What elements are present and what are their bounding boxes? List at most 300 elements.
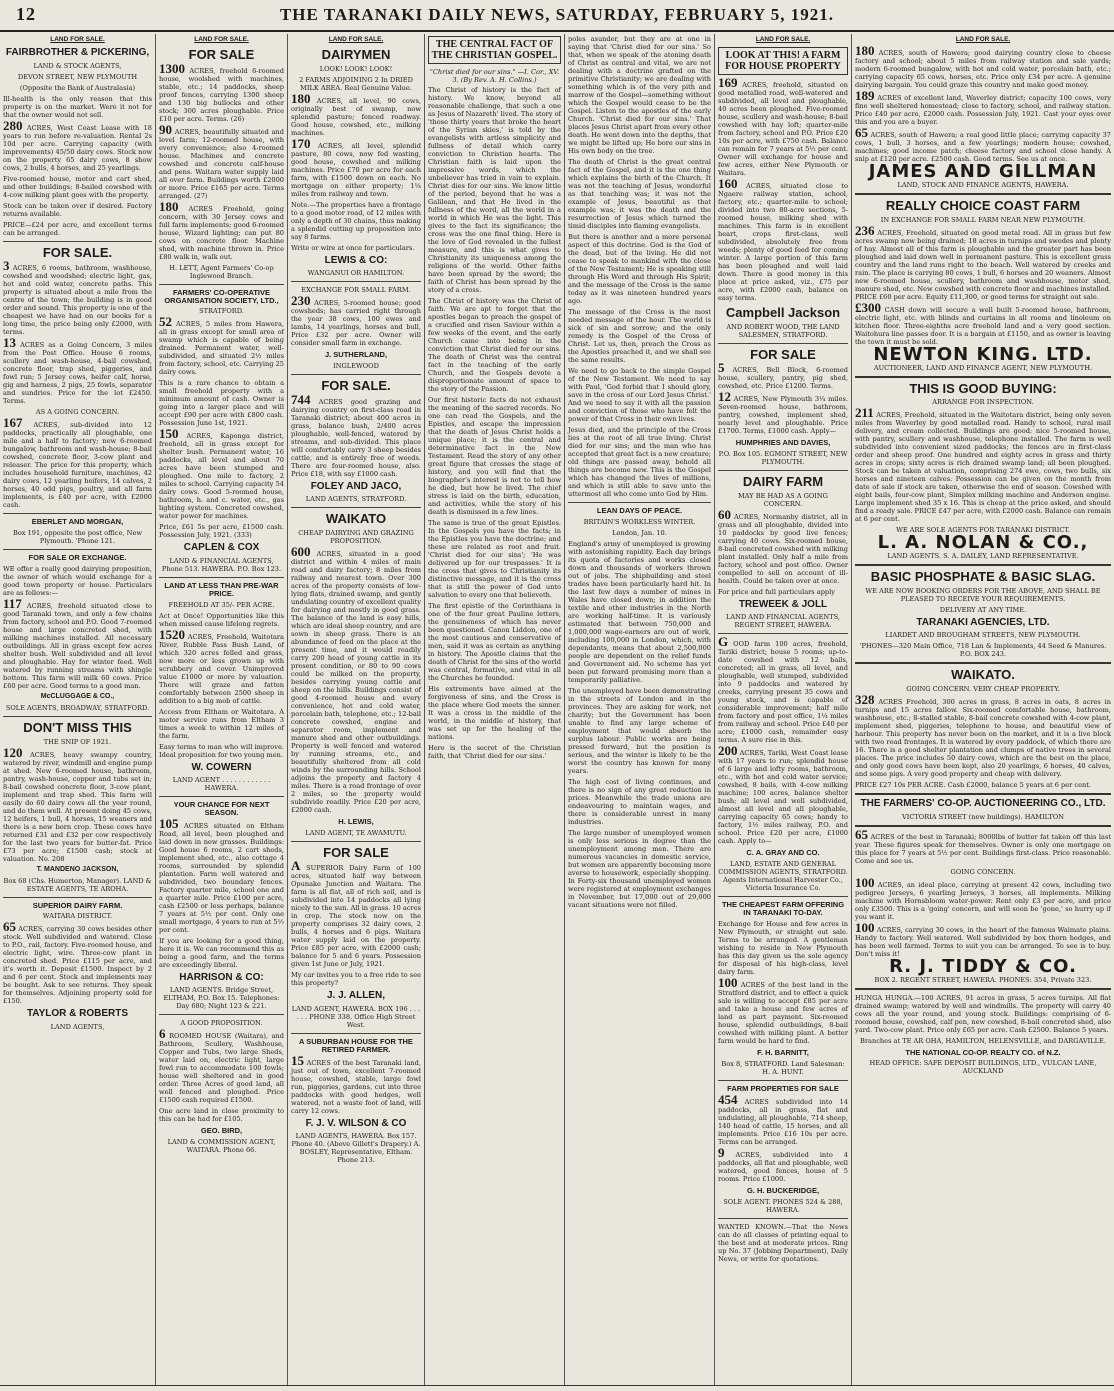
acreage-number: 236 [855,222,875,238]
acreage-number: 160 [718,176,738,191]
ad-paragraph [568,687,711,775]
paragraph-text: ACRES, New Plymouth 3¼ miles. Seven-roomed house, bathroom, pantry, cowshed, implement shed, nearly level and ploughable. Price £1700. Terms, £1000 cash. Apply— [718,395,848,436]
centered-line: LAND AGENT, TE AWAMUTU. [305,828,407,837]
ad-paragraph [718,389,848,436]
paragraph-text: ACRES, beautifully situated and level farm; 12-roomed house, with every convenience; also 4-roomed house. Machines and concrete cowshed and concrete calf-house and pens. Waitara water supply laid all over farm. Buildings worth £2000 or more. Price £165 per acre. Terms arranged. (27) [159,127,284,200]
centered-line: LAND AGENTS, HAWERA. Box 157. Phone 40. (Above Gillett's Drapery.) A. BOSLEY, Representative, Eltham. Phone 213. [291,1132,421,1165]
acreage-number: 1520 [159,626,185,642]
acreage-number: 65 [855,826,868,842]
paragraph-text: Write or wire at once for particulars. [291,243,415,252]
ad-paragraph [428,519,561,599]
ad-heading: CAPLEN & COX [183,542,260,554]
centered-line: H. LETT, Agent Farmers' Co-op Inglewood Branch. [169,263,274,280]
centered-line: AUCTIONEER, LAND AND FINANCE AGENT, NEW PLYMOUTH. [873,363,1093,372]
ad-paragraph [855,43,1111,89]
ad-heading: G. H. BUCKERIDGE, [746,1185,820,1195]
centered-line: LAND & COMMISSION AGENT, WAITARA. Phone 66. [167,1138,276,1155]
paragraph-text: We need to go back to the simple Gospel of the New Testament. We need to say with Paul, 'God forbid that I should glory, save in the cross of our Lord Jesus Christ.' And we need to say it with all the passion and conviction of those who have felt the power of that Cross in their own lives. [568,367,711,423]
paragraph-text: Here is the secret of the Christian faith, that 'Christ died for our sins.' [428,744,561,760]
ad-heading: SUPERIOR DAIRY FARM. [32,900,123,910]
centered-line: WE ARE SOLE AGENTS FOR TARANAKI DISTRICT. [896,526,1070,535]
centered-line: AS A GOING CONCERN. [35,408,120,417]
centered-line: LAND AND FINANCIAL AGENTS, REGENT STREET, HAWERA. [726,613,840,630]
divider [855,564,1111,566]
ad-paragraph [428,86,561,294]
centered-line: STRATFORD. [199,307,244,316]
ad-paragraph [428,685,561,741]
acreage-number: 180 [291,90,311,106]
paragraph-text: For price and full particulars apply [718,587,835,596]
paragraph-text: Five-roomed house, motor and cart shed, and other buildings; 8-bailed cowshed with 4-cow milking plant goes with the property. [3,174,152,199]
centered-line: SOLE AGENT. PHONES 524 & 288, HAWERA. [723,1197,843,1214]
paragraph-text: One acre land in close proximity to this can be had for £105. [159,1107,284,1124]
paragraph-text: PRICE—£24 per acre, and excellent terms can be arranged. [3,220,152,237]
paragraph-text: ACRES of the best in Taranaki; 8000lbs of butter fat taken off this last year. These figures speak for themselves. Owner is only one mortgage on this place for 7 years at 5½ per cent. Buildings first-class. Price reasonable. Come and see us. [855,832,1111,865]
ad-heading: TREWEEK & JOLL [738,598,828,610]
paragraph-text: Easy terms to man who will improve. Ideal proposition for two young men. [159,742,284,759]
ad-paragraph [568,35,711,155]
ad-paragraph [159,1107,284,1123]
divider [718,896,848,897]
paragraph-text: ROOMED HOUSE (Waitara), and Bathroom, Scullery, Washhouse, Copper and Tubs, two large Sheds, water laid on, electric light, large fowl run to accommodate 100 fowls; house well sheltered and in good order. Three Acres of good land, all well fenced and ploughed. Price £1500 cash required £1500. [159,1032,284,1105]
acreage-number: G [718,634,729,650]
paragraph-text: ACRES good grazing and dairying country on first-class road in Taranaki district; about 400 acres in grass, balance bush, 2/400 acres ploughable, well-fenced, watered by streams, and sub-divided. This place will comfortably carry 3 sheep besides cattle, and is entirely free of weeds. There are four-roomed house, also. Price £18, with say £1000 cash. [291,397,421,478]
ad-heading: FOR SALE [750,346,816,362]
acreage-number: 600 [291,543,311,559]
ad-heading: THIS IS GOOD BUYING: [909,380,1057,396]
paragraph-text: ACRES, carrying 30 cows, in the heart of the famous Waimate plains. Handy to factory. Well watered. Well subdivided by box thorn hedges, and has been well farmed. Terms to suit you can be arranged. To see is to buy. Don't miss it! [855,925,1112,958]
agent-heading: L. A. NOLAN & CO., [877,532,1089,554]
paragraph-text: ACRES, Bell Block, 6-roomed house, scullery, pantry, pig shed, cowshed, etc. Price £1200. Terms. [718,366,848,391]
section-label: LAND FOR SALE. [955,36,1011,43]
paragraph-text: ACRES, all level, splendid pasture, 80 cows, now fed wasting, good house, cowshed and milking machines. Price £70 per acre for each farm, with £1500 down on each. No mortgage on either property; 1¼ miles from railway and town. [291,141,421,198]
acreage-number: 180 [159,198,179,214]
centered-line: 2 FARMS ADJOINING 2 In DRIED MILK AREA. Real Genuine Value. [299,75,413,92]
centered-line: Box 8, STRATFORD. Land Salesman: H. A. HUNT. [721,1059,845,1076]
column-6 [714,34,851,1386]
acreage-number: 169 [718,75,738,90]
ad-paragraph [291,543,421,814]
section-label: LAND FOR SALE. [50,36,105,43]
divider [3,716,152,717]
ad-paragraph [3,335,152,406]
paragraph-text: ACRES, situated in a good district and within 4 miles of main road and dairy factory; 8 miles from railway and nearest town. Over 300 acres of the property consists of low-lying flats, drained swamp, and gently undulating country of excellent quality for dairying and mostly in good grass. The balance of the land is easy hills, which are ideal sheep country, and are sown in sheep grass. There is an abundance of feed on the place at the present time, and it would readily carry 200 head of young cattle in its present condition, or 80 to 90 cows could be milked on the property, besides carrying young cattle and sheep on the hills. Buildings consist of good 4-roomed house and every convenience, hot and cold water, porcelain bath, telephone, etc.; 12-bail concrete cowshed, engine and separator room, implement and manure shed and other outbuildings. Property is well fenced and watered by running streams, etc., and beautifully sheltered from all cold winds by the surrounding hills. School adjoins the property and factory 4 miles. There is a road frontage of over 2 miles, so the property would subdivide readily. Price £20 per acre, £2000 cash. [291,549,421,814]
acreage-number: 454 [718,1091,738,1107]
ad-paragraph [568,426,711,498]
paragraph-text: The same is true of the great Epistles. In the Gospels you have the facts; in the Epistles you have the doctrine; and these are related as root and fruit. 'Christ died for our sins'; 'He was delivered up for our trespasses.' It is the cross that gives to Christianity its distinctive message, and it is the cross that is still the power of God unto salvation to every one that believeth. [428,519,561,599]
ad-heading: F. J. V. WILSON & CO [305,1117,407,1129]
paragraph-text: ACRES, an ideal place, carrying at present 42 cows, including two pedigree Jerseys, 6 yearling Jerseys, 3 horses, all implements. Milking machine with Hornsbloom water-power. Rent only £3 per acre, and price only £3500. This is a 'going' concern, and will soon be 'gone,' so hurry up if you want it. [855,880,1111,921]
ad-paragraph [855,222,1111,301]
ad-paragraph [855,299,1111,346]
paragraph-text: England's army of unemployed is growing with astonishing rapidity. Each day brings its quota of factories and works closed down and thousands of workers thrown out of jobs. The shipbuilding and steel trades have been particularly hard hit. In the last few days a number of mines in Wales have closed down; in addition the textile and other industries in the North are working half-time. It is variously estimated that between 750,000 and 1,000,000 wage-earners are out of work, including 100,000 in London, which, with dependants, means that about 2,500,000 people are dependent on the relief funds and Government aid. No scheme has yet been put forward promising more than a temporarily palliative. [568,539,711,684]
ad-paragraph [568,233,711,305]
ad-heading: GEO. BIRD, [200,1126,243,1136]
ad-paragraph [291,135,421,198]
ad-paragraph [291,90,421,137]
divider [718,470,848,471]
divider [3,513,152,514]
acreage-number: 52 [159,314,172,330]
ad-heading: FARMERS' CO-OPERATIVE ORGANISATION SOCIETY, LTD., [164,287,279,305]
centered-line: DELIVERY AT ANY TIME. [939,605,1027,614]
ad-paragraph [291,858,421,969]
divider [291,1033,421,1034]
article-byline: "Christ died for our sins." —I. Cor., XV. 3. (By Rev. A. H. Collins.) [429,68,560,84]
paragraph-text: This is a rare chance to obtain a small freehold property with a minimum amount of cash. Owner is going into a larger place and will accept £90 per acre with £800 cash. Possession June 1st, 1921. [159,379,284,428]
ad-heading: W. COWERN [191,761,252,773]
centered-line: Box 191, opposite the post office, New Plymouth. 'Phone 121. [12,529,142,546]
paragraph-text: ACRES Freehold, 300 acres in grass, 8 acres in oats, 8 acres in turnips and 15 acres fallow. Six-roomed comfortable house, bathroom, washhouse, etc.; 8-stalled stable, 8-bail concrete cowshed with 4-cow plant, implement shed, piggeries, telephone to house, and beautiful view of harbour. This property has never been on the market, and it is a live block with two road frontages. It is watered by every paddock, of which there are 16. There is a good shelter plantation and clumps of native trees in several places. The price includes 50 dairy cows, which are the best on the place, and only good cows have been kept, also 20 yearlings, 6 horses, 40 calves, and some pigs. A very good property and cheap with delivery. [855,698,1111,779]
divider [3,241,152,242]
article-title: THE CENTRAL FACT OF THE CHRISTIAN GOSPEL. [428,36,561,64]
divider [718,1218,848,1219]
centered-line: GOING CONCERN. [950,867,1016,876]
paragraph-text: ACRES, Kaponga district, freehold, all in grass except for shelter bush. Permanent water, 16 paddocks, all level and about 70 acres have been stumped and ploughed. One mile to factory, 2 miles to school. Carrying capacity 54 dairy cows. Good 5-roomed house, bathroom, h. and c. water, etc., gas lighting system. Concreted cowshed, water power for machines. [159,432,284,521]
ad-paragraph [428,396,561,516]
ad-heading: THE CHEAPEST FARM OFFERING IN TARANAKI TO-DAY. [721,900,845,918]
ad-heading: J. SUTHERLAND, [324,350,388,360]
ad-paragraph [855,125,1111,163]
ad-paragraph [718,176,848,302]
acreage-number: 167 [3,415,23,431]
ad-paragraph [159,314,284,377]
ad-paragraph [718,743,848,846]
centered-line: INGLEWOOD [333,362,379,371]
acreage-number: 744 [291,391,311,407]
paragraph-text: ACRES, all level, 90 cows, originally best of swamp, now splendid pasture; fenced roadway. Good house, cowshed, etc., milking machines. [291,96,421,137]
column-1 [0,34,155,1386]
acreage-number: 15 [291,1052,304,1068]
ad-paragraph [291,971,421,987]
divider [159,577,284,578]
ad-paragraph [159,743,284,759]
ad-paragraph [291,244,421,252]
acreage-number: 280 [3,117,23,133]
centered-line: WANGANUI OR HAMILTON. [307,269,405,278]
ad-heading: J. J. ALLEN, [327,990,385,1002]
paragraph-text: ACRES subdivided into 14 paddocks, all in grass, flat and undulating, all ploughable, 714 sheep, 140 head of cattle, 15 horses, and all implements. Price £16 10s per acre. Terms can be arranged. [718,1097,848,1146]
ad-heading: LEWIS & CO: [324,254,388,266]
divider [855,793,1111,795]
centered-line: DEVON STREET, NEW PLYMOUTH [17,72,138,81]
paragraph-text: ACRES, Freehold, Waitotara River, Rubble Pass Bush Land, of which 320 acres felled and grass, now more or less grown up with scrubbery and cover. Unimproved value £1000 or more by valuation. There will graze and fatten comfortably between 2500 sheep in addition to a big mob of cattle. [159,632,284,705]
paragraph-text: The large number of unemployed women is only less serious in degree than the unemployment among men. There are numerous vacancies in domestic service, but women are apparently becoming more averse to housework, especially shopping. In Forty-six thousand unemployed women were registered at employment exchanges in November, but 17,000 out of 29,000 vacant situations were not filled. [568,828,711,909]
agent-name: McCLUGGAGE & CO., [40,692,115,700]
paragraph-text: The death of Christ is the great central fact of the Gospel, and it is the one thing which explains the birth of the Church. It was not the teaching of Jesus, wonderful as that teaching was; it was not the example of Jesus, beautiful as that example was; it was the death and the resurrection of Jesus which turned the timid disciples into flaming evangelists. [568,158,711,230]
ad-paragraph [855,826,1111,865]
acreage-number: 100 [855,919,875,935]
ad-heading: FOR SALE [323,844,389,860]
article-title: LOOK AT THIS! A FARM FOR HOUSE PROPERTY [718,47,848,75]
ad-heading: BASIC PHOSPHATE & BASIC SLAG. [870,569,1096,585]
acreage-number: A [291,858,301,874]
ad-paragraph [3,744,152,863]
acreage-number: 189 [855,88,875,103]
acreage-number: 65 [3,919,16,935]
ad-heading: THE NATIONAL CO-OP. REALTY CO. of N.Z. [905,1047,1061,1057]
ad-paragraph [718,75,848,177]
ad-paragraph [291,391,421,478]
paragraph-text: OOD farm 100 acres, freehold, Tariki district; house 5 rooms; up-to-date cowshed with 12 bails, concreted; all in grass, all level, and ploughable, well stumped, subdivided into 9 paddocks and watered by creeks, carrying present 35 cows and young stock, and is capable of considerable improvement; half mile from factory and post office, 1¼ miles from railway and school. Price £40 per acre; £1000 cash, remainder easy terms. A sure rise in this. [718,640,849,745]
acreage-number: 180 [855,43,875,58]
centered-line: ARRANGE FOR INSPECTION. [932,398,1034,407]
paragraph-text: ACRES, sub-divided into 12 paddocks, practically all ploughable, one mile and a half to factory; new 6-roomed bungalow, bathroom and wash-house; 8-bail cowshed, concrete floor, 3-cow plant and releaser. The price for this property, which includes household furniture, machines, 42 dairy cows, 12 yearling heifers, 14 calves, 2 horses, 40 odd pigs, poultry, and all farm implements, is £40 per acre, with £2000 cash. [3,421,152,510]
paragraph-text: poles asunder, but they are at one in saying that 'Christ died for our sins.' So that, when we speak of the atoning death of Christ as central and vital, we are not dealing with a doctrine grafted on the primitive Christianity; we are dealing with something which is of the very pith and marrow of the Gospel—something without which the Gospel would cease to be the Gospel. Listen to the apostles of the early Church. 'Christ died for our sins.' That places Jesus Christ apart from every other death. He went down into the depths, that we might be lifted up; He bore our sins in His own body on the tree. [568,35,711,155]
paragraph-text: HUNGA HUNGA.—100 ACRES, 91 acres in grass, 5 acres turnips. All flat drained swamp; watered by well and windmills. The property will carry 40 cows all the year round, and young stock. Buildings: comprising of 6-roomed house, cowshed, calf pen, new cowshed, 8-bail concreted shed, also yard. Two-cow plant. Price only £65 per acre. Cash £2500. Balance 5 years. [855,993,1111,1034]
divider [718,1080,848,1081]
centered-line: LIARDET AND BROUGHAM STREETS, NEW PLYMOUTH. [885,631,1081,640]
acreage-number: 90 [159,121,172,137]
ad-heading: FOR SALE OR EXCHANGE. [28,553,127,563]
ad-paragraph [3,117,152,172]
paragraph-text: ACRES situated on Eltham Road, all level, been ploughed and laid down in new grasses. Buildings: Good house 6 rooms, 2 cart sheds, implement shed, etc., also cottage 4 rooms, surrounded by splendid plantation. Farm well watered and subdivided, two boundary fences. Factory quarter mile, school one and a quarter mile. Price £100 per acre, cash £2500 or less perhaps, balance 7 years at 5½ per cent. Only one small mortgage, 4 years to run at 5½ per cent. [159,821,284,934]
ad-paragraph [568,308,711,364]
ad-paragraph [159,612,284,628]
paragraph-text: ACRES, situated close to Ngaere railway station, school, factory, etc.; quarter-mile to school; divided into two 80-acre sections, 5-roomed house, milking shed with machines. This farm is in excellent heart, crops first-class, well subdivided, absolutely free from weeds; plenty of good feed for coming winter. A large portion of this farm has been ploughed and well laid down. There is good money in this place at price asked, viz., £75 per acre, with £2000 cash, balance on easy terms. [718,182,848,302]
ad-paragraph [159,815,284,934]
centered-line: CHEAP DAIRYING AND GRAZING PROPOSITION. [298,528,414,545]
paragraph-text: The Christ of history is the fact of history. We know, beyond all reasonable challenge, that such a one as Jesus of Nazareth' lived. The story of 'those thirty years that broke the heart of the Syrian skies,' is told by the evangelists with artless simplicity and fullness of detail which carry conviction to Christian hearts. The Christian faith is laid upon the impressive words, which the unbeliever has tried in vain to explain. Christ dies for our sins. We know little of the period, beyond that he was a Galilean, and that He lived in the fullness of the word, all the world in a world in which He was the light. This gives to the fact its significance; the cross was the one final thing. Here is the love of God revealed in the fullest measure, and this is what gives to Christianity its uniqueness among the religions of the world. Other faiths have been spread by the sword; the faith of Christ has been spread by the story of a cross. [428,86,561,294]
paragraph-text: Ill-health is the only reason that this property is on the market. Were it not for that the owner would not sell. [3,94,152,119]
ad-heading: LEAN DAYS OF PEACE. [596,506,683,515]
ad-paragraph [3,258,152,337]
divider [159,1014,284,1015]
ad-paragraph [159,1026,284,1105]
paragraph-text: ACRES, south of Hawera; a real good little place; carrying capacity 37 cows, 1 bull, 3 horses, and a few yearlings; modern house; cowshed, machines; good income patch; cheese factory and school close handy. A snip at £120 per acre. £2500 cash. Good terms. See us at once. [855,131,1111,163]
ad-paragraph [568,158,711,230]
paragraph-text: ACRES, heavy swampy country, watered by river, windmill and engine pump at shed. New 6-roomed house, bathroom, pantry, wash-house, copper and tubs set in; 8-bail cowshed concrete floor, 3-cow plant, implement and trap shed. This farm will easily do 60 dairy cows all the year round, and do them well. At present doing 45 cows, 12 heifers, 1 bull, 4 horses, 15 weaners and there is a new born crop. These cows have returned £31 and £32 per cow respectively for the last two years for butter-fat. Price £73 per acre; £1500 cash; stock at valuation. No. 208 [3,750,152,863]
ad-paragraph [291,201,421,241]
ad-heading: TARANAKI AGENCIES, LTD. [916,616,1050,628]
ad-paragraph [855,781,1111,789]
acreage-number: 65 [855,125,868,140]
acreage-number: 230 [291,293,311,309]
paragraph-text: ACRES, Tariki, West Coast lease with 17 years to run; splendid house of 6 large and lofty rooms, bathroom, etc., with hot and cold water service; cowshed, 8 bails, with 4-cow milking machine; 100 acres, balance shelter bush; all level and well subdivided, almost all level and all ploughable, carrying capacity 65 cows; handy to factory, 1½ miles railway, P.O. and school. Price £20 per acre, £1000 cash. Apply to— [718,749,848,846]
acreage-number: 1300 [159,60,185,76]
ad-paragraph [718,634,849,745]
paragraph-text: WE offer a really good dairying proposition, the owner of which would exchange for a good town property or house. Particulars are as follows:— [3,564,152,597]
column-5 [564,34,714,1386]
ad-heading: HARRISON & CO: [179,971,264,983]
ad-paragraph [718,1144,848,1183]
acreage-number: 150 [159,426,179,442]
divider [291,507,421,508]
paragraph-text: ACRES, West Coast Lease with 18 years to run before re-valuation. Rental 2s 10d per acre. Carrying capacity (with improvements) 45/50 dairy cows. Stock now on the property 65 dairy cows, 8 show cows, 2 bulls, 4 horses, and 25 yearlings. [3,123,152,172]
ad-paragraph [855,88,1111,126]
centered-line: Branches at TE AR OHA, HAMILTON, HELENSVILLE, and DARGAVILLE. [860,1036,1106,1045]
ad-paragraph [855,874,1111,921]
divider [855,662,1111,664]
ad-paragraph [291,1052,421,1115]
ad-paragraph [855,994,1111,1034]
paragraph-text: His extrements have aimed at the forgiveness of sins, and the Cross is the place where God meets the sinner. It was a cross in the middle of the world, in the middle of history, that was set up for the healing of the nations. [428,685,561,741]
paragraph-text: The Christ of history was the Christ of faith. We are apt to forget that the apostles began to preach the gospel of a crucified and risen Saviour within a few weeks of the event, and the early Church came into being in the conviction that Christ died for our sins. The death of Christ was the central fact in the teaching of the early Church, and the Gospels devote a disproportionate amount of space to the story of the Passion. [428,297,561,393]
divider [291,281,421,282]
paragraph-text: ACRES, freehold 6-roomed house, woolshed with machines, stable, etc.; 14 paddocks, sheep proof fences, carrying 1300 sheep and 130 big bullocks and other stock; 300 acres ploughable. Price £10 per acre. Terms. (26) [159,66,284,123]
centered-line: LAND, ESTATE AND GENERAL COMMISSION AGENTS, STRATFORD. Agents International Harvester Co., Victoria Insurance Co. [718,860,848,893]
ad-heading: A SUBURBAN HOUSE FOR THE RETIRED FARMER. [299,1036,413,1054]
paragraph-text: Jesus died, and the principle of the Cross lies at the root of all true living. Christ died for our sins; and the man who has accepted that great fact is a new creature; old things are passed away, behold all things are become new. This is the Gospel which has changed the lives of millions, and which is still able to save unto the uttermost all who come unto God by Him. [568,426,711,498]
paragraph-text: Stock can be taken over if desired. Factory returns available. [3,201,152,218]
ad-heading: DAIRY FARM [742,474,824,490]
centered-line: WE ARE NOW BOOKING ORDERS FOR THE ABOVE, AND SHALL BE PLEASED TO RECEIVE YOUR REQUIREMENTS. [865,586,1101,603]
acreage-number: 120 [3,744,23,760]
centered-line: A GOOD PROPOSITION. [180,1019,263,1028]
centered-line: MAY BE HAD AS A GOING CONCERN. [738,491,828,508]
section-label: LAND FOR SALE. [328,36,384,43]
paragraph-text: My car invites you to a free ride to see this property? [291,971,421,988]
paragraph-text: ACRES, 5-roomed house; good cowsheds; has carried right through the year 38 cows, 100 ewes and lambs, 14 yearlings, horses and bull, Price £32 per acre. Owner will consider small farm in exchange. [291,299,421,348]
paragraph-text: The unemployed have been demonstrating in the streets of London and in the provinces. They are asking for work, not charity; but the Government has been unable to find any large scheme of employment that would absorb the surplus labour. Public works are being pressed forward, but the position is serious, and the winter is likely to be the worst the country has known for many years. [568,686,711,775]
ad-heading: THE FARMERS' CO-OP. AUCTIONEERING CO., LTD. [860,798,1106,810]
ad-paragraph [568,778,711,826]
divider [718,343,848,344]
centered-line: LAND, STOCK AND FINANCE AGENTS, HAWERA. [897,181,1069,189]
agent-heading: NEWTON KING. LTD. [873,343,1093,365]
acreage-number: 3 [3,258,10,274]
ad-heading: WAIKATO [325,511,387,527]
paragraph-text: The high cost of living continues, and there is no sign of any great reduction in prices. Meanwhile the trade unions are endeavouring to maintain wages, and there is considerable unrest in many industries. [568,777,711,826]
acreage-number: 9 [718,1144,725,1160]
divider [291,374,421,375]
acreage-number: 60 [718,506,731,522]
paragraph-text: But there is another and a more personal aspect of this doctrine. God is the God of the dead, but of the living. He did not cease to speak to mankind with the close of the New Testament; He is speaking still through His Word and through His Spirit; and the message of the Cross is the same today as it was nineteen hundred years ago. [568,233,711,305]
acreage-number: 12 [718,389,731,405]
centered-line: LAND AGENTS. Bridge Street, ELTHAM, P.O. Box 15. Telephones: Day 680; Night 123 & 221. [163,986,280,1011]
ad-paragraph [718,588,848,596]
ad-heading: REALLY CHOICE COAST FARM [885,198,1081,213]
paragraph-text: ACRES as a Going Concern, 3 miles from the Post Office. House 6 rooms, scullery and wash-house, 4-bail cowshed, concrete floor, trap shed, piggeries, and fowl run; 5 Jersey cows, heifer calf, horse, gig and harness, 2 pigs, 25 fowls, separator and sundries. Price for the lot £2450. Terms. [3,341,152,406]
ad-heading: H. LEWIS, [338,816,374,826]
ad-paragraph [855,405,1111,524]
divider [855,825,1111,827]
divider [718,633,848,634]
centered-line: IN EXCHANGE FOR SMALL FARM NEAR NEW PLYMOUTH. [880,215,1086,224]
ad-heading: Campbell Jackson [725,305,841,320]
acreage-number: 211 [855,405,874,421]
centered-line: WAITARA DISTRICT. [42,912,113,921]
ad-paragraph [718,974,848,1045]
ad-heading: FOR SALE. [42,244,113,260]
acreage-number: 6 [159,1026,166,1042]
ad-paragraph [3,595,152,690]
paragraph-text: ACRES, freehold, situated on good metalled road, well-watered and subdivided, all level and ploughable, 40 acres been ploughed. Five-roomed house, scullery and wash-house; 8-bail cowshed with hay loft; quarter-mile from factory, school and P.O. Price £20 10s per acre, with £750 cash. Balance can remain for 7 years at 5½ per cent. Owner will exchange for house and few acres, either New Plymouth or Waitara. [718,81,848,177]
centered-line: LAND AGENTS. S. A. DAILEY, LAND REPRESENTATIVE. [887,552,1079,561]
agent-heading: R. J. TIDDY & CO. [889,955,1077,977]
ad-heading: TAYLOR & ROBERTS [26,1008,129,1020]
ad-paragraph [568,829,711,909]
paragraph-text: ACRES, Normanby district, all in grass and all ploughable, divided into 10 paddocks by good live fences; carrying 40 cows. Six-roomed house, 8-bail concreted cowshed with milking plant installed. Only half a mile from factory, school and post office. Owner compelled to sell on account of ill-health. Could be taken over at once. [718,512,848,585]
ad-paragraph [855,692,1111,779]
paragraph-text: ACRES, Freehold, situated in the Waitotara district, being only seven miles from Waverley by good metalled road. Handy to school, rural mail delivery, and cream collected. Buildings are good: nice 5-roomed house, with pantry, scullery and washhouse, telephone installed. The farm is well subdivided into convenient sized paddocks; the fences are in first-class order and sheep proof. One hundred and eighty acres in grass and thirty acres in crops; sixty acres is rich drained swamp land; all been ploughed. Stock can be taken at valuation, comprising 274 ewe, cows, two bulls, six horses and nineteen calves. Possession can be given on the month from date of sale if stock are taken, otherwise the end of season. Cowshed with eight bails, four-cow plant, Simplex milking machine and Anderson engine. Large implement shed 35 x 16. This is cheap at the price asked, and should find a ready sale. PRICE £47 per acre, with £2000 cash. Balance can remain at 6 per cent. [855,411,1111,524]
ad-paragraph [3,175,152,199]
centered-line: P.O. Box 105. EGMONT STREET, NEW PLYMOUTH. [718,450,848,467]
centered-line: VICTORIA STREET (new buildings). HAMILTON [901,812,1065,821]
ad-paragraph [428,297,561,393]
paragraph-text: Note.—The properties have a frontage to a good motor road, of 12 miles with only a depth of 30 chains, thus making a splendid cutting up proposition into say 8 farms. [291,200,421,241]
centered-line: 'PHONES—320 Main Office, 718 Lan & Implements, 44 Seed & Manures. P.O. BOX 243. [859,642,1107,659]
centered-line: LAND AGENT . . . . . . . . . . . . HAWERA. [172,776,271,793]
ad-heading: C. A. GRAY AND CO. [746,848,820,858]
page-bottom-rule [0,1385,1114,1391]
paragraph-text: If you are looking for a good thing, here it is. We can recommend this as being a good farm, and the terms are exceedingly liberal. [159,936,284,969]
ad-paragraph [718,506,848,585]
divider [855,376,1111,378]
ad-paragraph [718,1223,848,1263]
acreage-number: 328 [855,692,875,708]
ad-paragraph [718,360,848,391]
paragraph-text: ACRES of the best Taranaki land, just out of town, excellent 7-roomed house, cowshed, stable, large fowl run, piggeries, gardens, cut into three paddocks with good hedges, well watered, not a waste foot of land, will carry 12 cows. [291,1058,421,1115]
paragraph-text: ACRES of excellent land, Waverley district; capacity 100 cows, very fine well sheltered homestead; close to factory, school, and railway station. Price £40 per acre, £2000 cash. Possession July, 1921. Cast your eyes over this and you are a buyer. [855,94,1111,126]
centered-line: LAND AGENT, HAWERA. BOX 196 . . . . . . PHONE 338. Office High Street West. [291,1004,421,1029]
columns-area [0,34,1114,1386]
paragraph-text: PRICE £27 10s PER ACRE. Cash £2000, balance 5 years at 6 per cent. [855,781,1092,790]
ad-paragraph [3,565,152,597]
ad-paragraph [159,198,284,261]
ad-heading: YOUR CHANCE FOR NEXT SEASON. [173,800,270,818]
paragraph-text: ACRES, subdivided into 4 paddocks, all flat and ploughable, well watered, good fences, house of 5 rooms. Price £1000. [718,1150,848,1183]
ad-heading: EBERLET AND MORGAN, [31,517,124,527]
divider [291,841,421,842]
paragraph-text: ACRES of the best land in the Stratford district, and to effect a quick sale is willing to accept £85 per acre and take a house and few acres of land as part payment. Six-roomed house, splendid outbuildings, 8-bail cowshed with milking plant. A better farm would be hard to find. [718,980,848,1045]
paragraph-text: Exchange for House and few acres in New Plymouth, or straight out sale. Terms to be arranged. A gentleman wishing to reside in New Plymouth has this day given us the sole agency for disposal of his high-class, level dairy farm. [718,919,848,976]
ad-paragraph [159,523,284,539]
agent-name: T. MANDENO JACKSON, [36,865,119,873]
centered-line: LAND AGENTS, STRATFORD. [305,495,407,504]
paragraph-text: ACRES Freehold, going concern, with 30 Jersey cows and full farm implements; good 6-roomed house, Wizard lighting; can put 80 cows on concrete floor. Machine shed, with machine thrown in. Price £80 walk in, walk out. [159,204,284,261]
column-2 [155,34,287,1386]
paragraph-text: ACRES, Freehold, situated on good metal road. All in grass but few acres swamp now being drained; 18 acres in turnips and swedes and plenty of hay. Almost all of this farm is ploughable and the greater part has been ploughed and laid down well in permanent pasture. This is excellent grass country and the land runs right to the beach. Well watered by creeks and rain. The place is carrying 80 cows, 1 bull, 6 horses and 20 weaners. Almost new 6-roomed house, scullery, bathroom and washhouse, motor shed, manure shed, etc. New cowshed with concrete floor and machines installed. PRICE £60 per acre. Equity £11,300, or good terms for straight out sale. [855,228,1111,301]
paragraph-text: ACRES, south of Hawera; good dairying country close to cheese factory and school; about 5 miles from railway station and sale yards; modern 6-roomed bungalow, with hot and cold water, porcelain bath, etc.; carrying capacity 65 cows, horses, etc. Price only £34 per acre. A genuine dairying bargain. You could graze this country and make good money. [855,49,1111,89]
page-number: 12 [16,4,36,24]
ad-paragraph [3,202,152,218]
centered-line: AND ROBERT WOOD, THE LAND SALESMEN, STRATFORD. [726,322,840,339]
divider [3,549,152,550]
acreage-number: 117 [3,595,22,611]
ad-heading: F. H. BARNITT, [757,1047,809,1057]
section-label: LAND FOR SALE. [755,36,811,43]
acreage-number: 170 [291,135,311,151]
centered-line: FREEHOLD AT 35/- PER ACRE. [168,600,275,609]
divider [568,502,711,503]
centered-line: (Opposite the Bank of Australasia) [19,83,136,92]
centered-line: London, Jan. 10. [612,528,667,537]
ad-heading: FAIRBROTHER & PICKERING, [5,47,150,58]
paragraph-text: Act at Once! Opportunities like this when missed cause lifelong regrets. [159,611,284,628]
ad-paragraph [3,221,152,237]
paragraph-text: CASH down will secure a well built 5-roomed house, bathroom, electric light, etc. with blinds and curtains in all rooms and linoleum on kitchen floor. Three-eighths acre freehold land and a very good section. Waitohura line passes door. It is a bargain at £1150, and as owner is leaving the town it must be sold. [855,305,1111,346]
ad-heading: FARM PROPERTIES FOR SALE [727,1083,839,1093]
acreage-number: 100 [855,874,875,890]
acreage-number: 105 [159,815,179,831]
masthead [0,0,1114,32]
agent-heading: JAMES AND GILLMAN [868,161,1098,182]
centered-line: Box 68 (Chs. Humerton, Manager). LAND & ESTATE AGENTS, TE AROHA. [3,876,152,893]
ad-heading: FOR SALE [188,47,255,62]
acreage-number: 200 [718,743,738,759]
centered-line: EXCHANGE FOR SMALL FARM. [301,286,411,295]
centered-line: THE SNIP OF 1921. [43,737,112,746]
centered-line: LOOK! LOOK! LOOK! [319,64,393,73]
ad-heading: WAIKATO. [951,667,1015,683]
centered-line: GOING CONCERN. VERY CHEAP PROPERTY. [906,685,1060,694]
column-7 [851,34,1114,1386]
ad-paragraph [159,121,284,200]
ad-paragraph [855,919,1112,958]
ad-paragraph [568,540,711,684]
ad-paragraph [159,626,284,705]
